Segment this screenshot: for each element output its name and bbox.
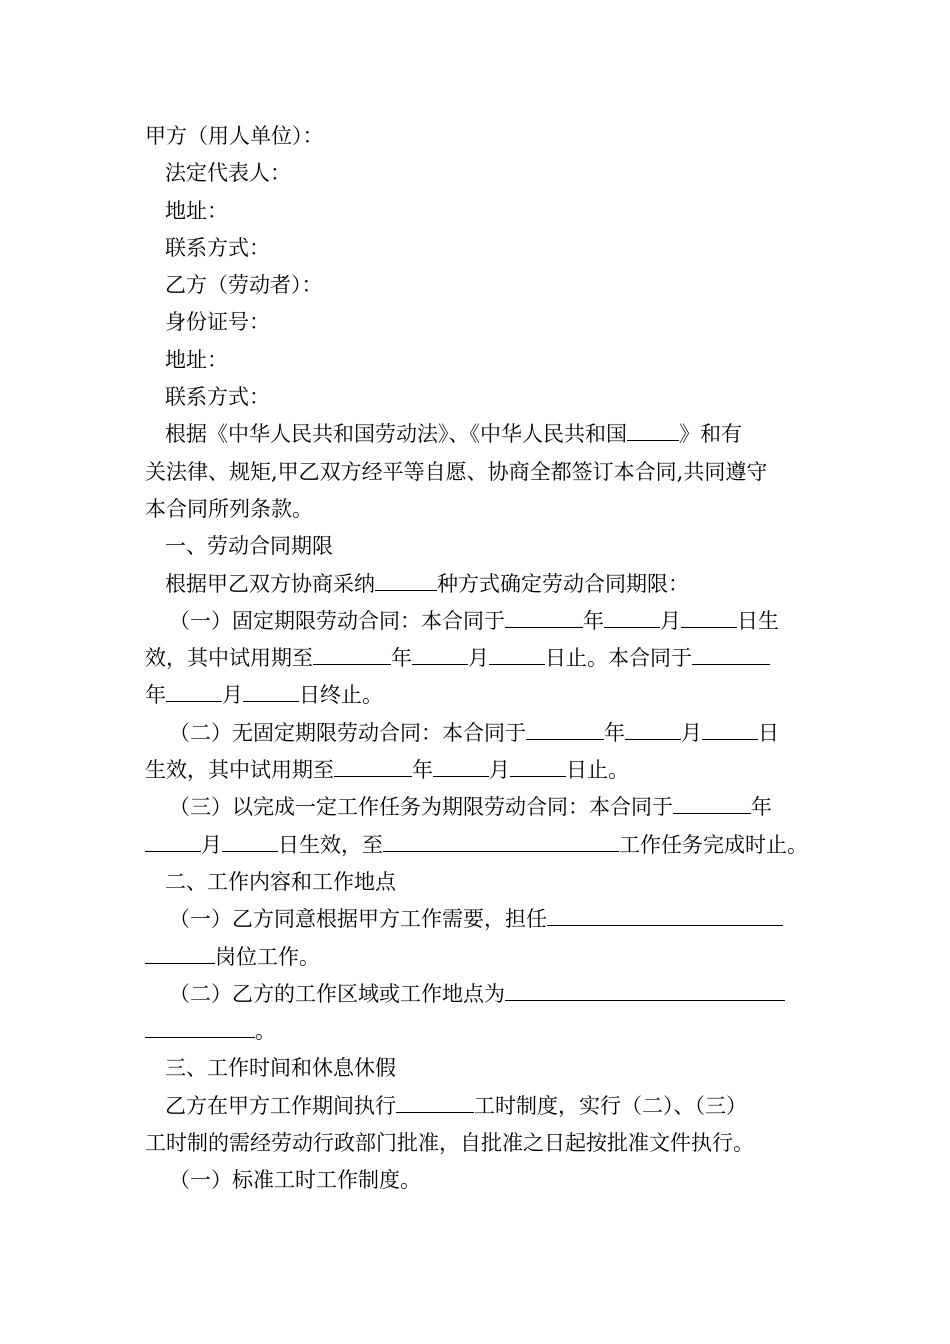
work-location-line-2 xyxy=(145,1013,815,1050)
work-location-text: （二）乙方的工作区域或工作地点为 xyxy=(169,981,505,1006)
party-a-address-field: 地址： xyxy=(165,198,228,223)
task-term-text-end: 工作任务完成时止。 xyxy=(619,832,808,857)
year-label: 年 xyxy=(412,758,433,783)
date-month-blank xyxy=(166,679,222,702)
term-method-text-end: 种方式确定劳动合同期限： xyxy=(437,571,689,596)
date-day-blank xyxy=(489,642,545,665)
work-location-blank xyxy=(505,978,785,1001)
day-label: 日 xyxy=(758,720,779,745)
date-year-blank xyxy=(526,717,604,740)
hours-system-blank xyxy=(396,1090,474,1113)
month-label: 月 xyxy=(681,720,702,745)
task-term-line-2 xyxy=(145,827,815,864)
term-method-text: 根据甲乙双方协商采纳 xyxy=(165,571,375,596)
date-year-blank xyxy=(505,605,583,628)
legal-rep-field: 法定代表人： xyxy=(165,161,291,186)
term-method-blank xyxy=(375,568,437,591)
working-hours-text-end: 工时制度，实行（二）、（三） xyxy=(474,1093,747,1118)
preamble-text: 根据《中华人民共和国劳动法》、《中华人民共和国 xyxy=(165,422,627,447)
year-label: 年 xyxy=(391,646,412,671)
month-label: 月 xyxy=(468,646,489,671)
work-location-blank-cont xyxy=(145,1015,255,1038)
section-3-heading: 三、工作时间和休息休假 xyxy=(165,1056,396,1081)
standard-hours-heading: （一）标准工时工作制度。 xyxy=(169,1168,421,1193)
year-label: 年 xyxy=(583,608,604,633)
date-year-blank xyxy=(673,791,751,814)
id-number-field: 身份证号： xyxy=(165,310,270,335)
task-term-text-mid: 日生效，至 xyxy=(278,832,383,857)
law-name-blank xyxy=(627,418,679,441)
working-hours-line-2: 工时制的需经劳动行政部门批准，自批准之日起按批准文件执行。 xyxy=(145,1131,754,1156)
term-method-line xyxy=(145,566,815,603)
party-b-heading: 乙方（劳动者）： xyxy=(165,273,323,298)
job-position-blank-cont xyxy=(145,941,215,964)
preamble-line-3: 本合同所列条款。 xyxy=(145,496,313,521)
year-label: 年 xyxy=(145,683,166,708)
date-month-blank xyxy=(433,754,489,777)
year-label: 年 xyxy=(751,795,772,820)
fixed-term-line-2 xyxy=(145,640,815,677)
probation-text: 效，其中试用期至 xyxy=(145,646,313,671)
job-position-text-end: 岗位工作。 xyxy=(215,944,320,969)
date-day-blank xyxy=(243,679,299,702)
party-a-heading: 甲方（用人单位）： xyxy=(145,124,324,148)
fixed-term-line-3 xyxy=(145,677,815,714)
task-name-blank xyxy=(383,829,619,852)
open-term-line-1 xyxy=(145,715,815,752)
contract-document xyxy=(145,118,815,1200)
date-year-blank xyxy=(313,642,391,665)
task-term-text: （三）以完成一定工作任务为期限劳动合同：本合同于 xyxy=(169,795,673,820)
work-location-line-1 xyxy=(145,976,815,1013)
month-label: 月 xyxy=(201,832,222,857)
date-day-blank xyxy=(222,829,278,852)
date-month-blank xyxy=(604,605,660,628)
preamble-text-end: 》和有 xyxy=(679,422,742,447)
month-label: 月 xyxy=(660,608,681,633)
preamble-line-2: 关法律、规矩,甲乙双方经平等自愿、协商全都签订本合同,共同遵守 xyxy=(145,459,768,484)
probation-text: 生效，其中试用期至 xyxy=(145,758,334,783)
section-2-heading: 二、工作内容和工作地点 xyxy=(165,869,396,894)
month-label: 月 xyxy=(222,683,243,708)
termination-text: 日终止。 xyxy=(299,683,383,708)
work-location-end: 。 xyxy=(255,1019,276,1044)
party-b-contact-field: 联系方式： xyxy=(165,385,270,410)
date-year-blank xyxy=(692,642,770,665)
date-day-blank xyxy=(681,605,737,628)
job-position-text: （一）乙方同意根据甲方工作需要，担任 xyxy=(169,907,547,932)
open-term-text: （二）无固定期限劳动合同：本合同于 xyxy=(169,720,526,745)
working-hours-text: 乙方在甲方工作期间执行 xyxy=(165,1093,396,1118)
party-b-address-field: 地址： xyxy=(165,347,228,372)
job-position-blank xyxy=(547,903,783,926)
date-month-blank xyxy=(625,717,681,740)
date-year-blank xyxy=(334,754,412,777)
date-month-blank xyxy=(412,642,468,665)
job-position-line-2 xyxy=(145,939,815,976)
preamble-line-1 xyxy=(145,416,815,453)
working-hours-line-1 xyxy=(145,1088,815,1125)
party-a-contact-field: 联系方式： xyxy=(165,235,270,260)
year-label: 年 xyxy=(604,720,625,745)
fixed-term-text: （一）固定期限劳动合同：本合同于 xyxy=(169,608,505,633)
date-month-blank xyxy=(145,829,201,852)
fixed-term-text-end: 日生 xyxy=(737,608,779,633)
open-term-line-2 xyxy=(145,752,815,789)
month-label: 月 xyxy=(489,758,510,783)
task-term-line-1 xyxy=(145,789,815,826)
probation-text-end: 日止。本合同于 xyxy=(545,646,692,671)
date-day-blank xyxy=(510,754,566,777)
job-position-line-1 xyxy=(145,901,815,938)
fixed-term-line-1 xyxy=(145,603,815,640)
date-day-blank xyxy=(702,717,758,740)
section-1-heading: 一、劳动合同期限 xyxy=(165,534,333,559)
probation-text-end: 日止。 xyxy=(566,758,629,783)
